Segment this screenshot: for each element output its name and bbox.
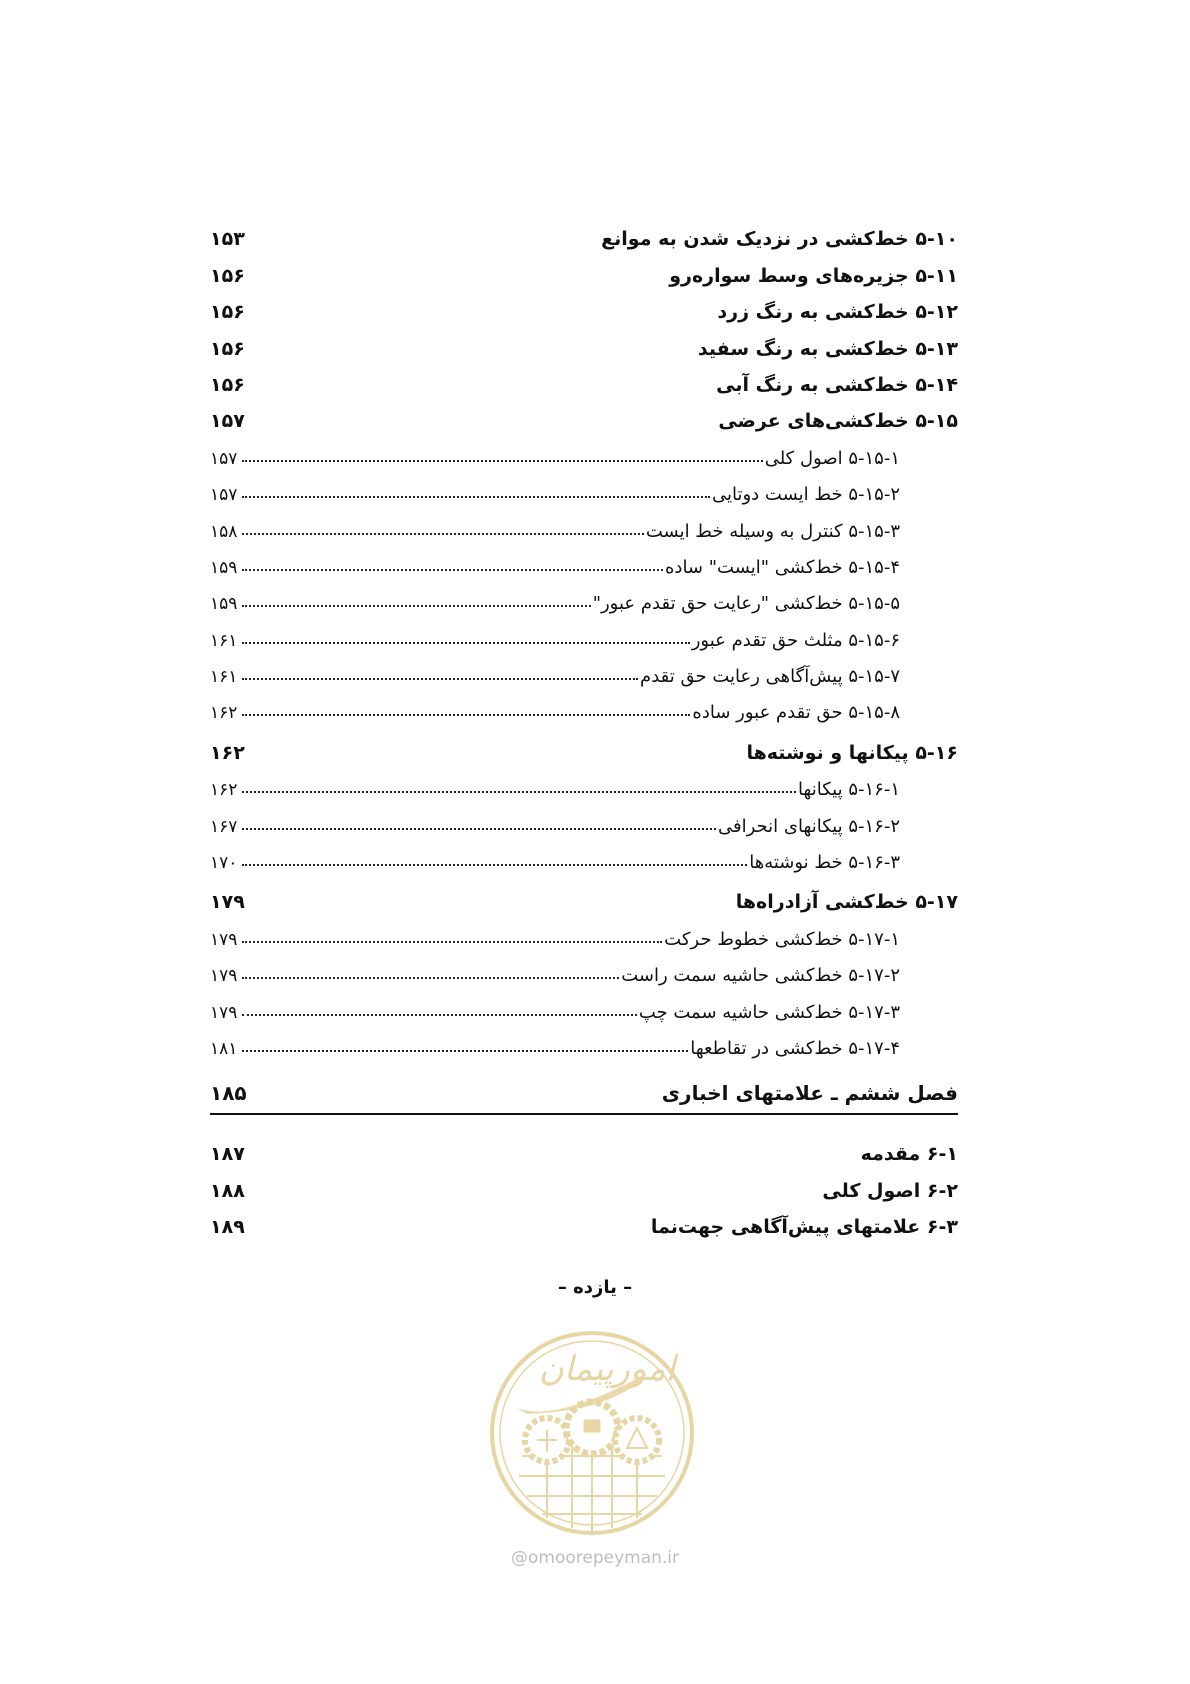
logo-text: امورپیمان <box>538 1349 676 1389</box>
toc-subentry-title: ۵-۱۷-۴ خط‌کشی در تقاطعها <box>690 1037 900 1059</box>
toc-entry-title: ۶-۳ علامتهای پیش‌آگاهی جهت‌نما <box>650 1216 958 1239</box>
toc-subentry[interactable] <box>210 800 958 836</box>
toc-dot-leader <box>242 714 690 716</box>
toc-subentry-title: ۵-۱۷-۳ خط‌کشی حاشیه سمت چپ <box>638 1001 900 1023</box>
toc-subentry-title: ۵-۱۵-۶ مثلث حق تقدم عبور <box>691 629 900 651</box>
toc-subentry-page: ۱۵۹ <box>210 594 238 615</box>
toc-subentry-page: ۱۵۷ <box>210 485 238 506</box>
toc-entry[interactable] <box>210 1202 958 1238</box>
toc-subentry-page: ۱۵۷ <box>210 448 238 469</box>
toc-subentry-title: ۵-۱۶-۳ خط نوشته‌ها <box>749 852 900 874</box>
toc-dot-leader <box>242 864 747 866</box>
toc-entry[interactable] <box>210 323 958 359</box>
toc-subentry[interactable] <box>210 505 958 541</box>
toc-entry[interactable] <box>210 877 958 913</box>
toc-entry[interactable] <box>210 287 958 323</box>
toc-subentry[interactable] <box>210 542 958 578</box>
toc-dot-leader <box>242 977 619 979</box>
toc-entry-page: ۱۸۸ <box>210 1179 245 1202</box>
toc-subentry-title: ۵-۱۵-۱ اصول کلی <box>764 447 900 469</box>
toc-subentry-page: ۱۷۹ <box>210 966 238 987</box>
toc-subentry-page: ۱۸۱ <box>210 1038 238 1059</box>
toc-subentry[interactable] <box>210 687 958 723</box>
watermark-url: @omoorepeyman.ir <box>510 1548 680 1568</box>
toc-entry-title: ۵-۱۷ خط‌کشی آزادراه‌ها <box>735 891 958 914</box>
toc-entry-page: ۱۵۳ <box>210 228 245 251</box>
toc-subentry[interactable] <box>210 432 958 468</box>
toc-subentry[interactable] <box>210 578 958 614</box>
toc-entry[interactable] <box>210 1165 958 1201</box>
toc-subentry-page: ۱۶۱ <box>210 667 238 688</box>
toc-subentry-page: ۱۵۸ <box>210 521 238 542</box>
toc-subentry[interactable] <box>210 913 958 949</box>
toc-subentry-page: ۱۶۲ <box>210 703 238 724</box>
toc-subentry-page: ۱۷۰ <box>210 853 238 874</box>
toc-entry-page: ۱۶۲ <box>210 741 245 764</box>
toc-entry-page: ۱۵۶ <box>210 301 245 324</box>
toc-dot-leader <box>242 533 644 535</box>
toc-entry[interactable] <box>210 396 958 432</box>
toc-subentry-title: ۵-۱۵-۵ خط‌کشی "رعایت حق تقدم عبور" <box>592 593 900 615</box>
toc-entry[interactable] <box>210 727 958 763</box>
toc-subentry[interactable] <box>210 986 958 1022</box>
chapter-page: ۱۸۵ <box>210 1080 247 1105</box>
toc-subentry-page: ۱۶۲ <box>210 780 238 801</box>
toc-subentry-title: ۵-۱۵-۷ پیش‌آگاهی رعایت حق تقدم <box>640 666 900 688</box>
toc-dot-leader <box>242 569 663 571</box>
toc-entry-title: ۵-۱۶ پیکانها و نوشته‌ها <box>746 741 958 764</box>
toc-subentry-title: ۵-۱۶-۱ پیکانها <box>797 779 900 801</box>
page-number-footer: – یازده – <box>557 1277 633 1298</box>
toc-entry-page: ۱۵۶ <box>210 337 245 360</box>
toc-subentry[interactable] <box>210 950 958 986</box>
toc-chapter-heading[interactable] <box>210 1059 958 1115</box>
toc-dot-leader <box>242 460 763 462</box>
toc-subentry[interactable] <box>210 614 958 650</box>
toc-entry[interactable] <box>210 250 958 286</box>
toc-subentry-page: ۱۵۹ <box>210 557 238 578</box>
toc-entry[interactable] <box>210 214 958 250</box>
toc-entry[interactable] <box>210 1129 958 1165</box>
toc-entry-page: ۱۵۶ <box>210 264 245 287</box>
toc-entry-title: ۵-۱۵ خط‌کشی‌های عرضی <box>718 410 958 433</box>
toc-dot-leader <box>242 642 690 644</box>
toc-entry-title: ۵-۱۰ خط‌کشی در نزدیک شدن به موانع <box>601 228 958 251</box>
toc-entry-page: ۱۷۹ <box>210 891 245 914</box>
toc-subentry[interactable] <box>210 469 958 505</box>
toc-subentry-title: ۵-۱۶-۲ پیکانهای انحرافی <box>717 815 900 837</box>
toc-subentry-page: ۱۷۹ <box>210 1002 238 1023</box>
toc-dot-leader <box>242 605 591 607</box>
toc-subentry-title: ۵-۱۵-۴ خط‌کشی "ایست" ساده <box>665 556 900 578</box>
toc-subentry-title: ۵-۱۷-۲ خط‌کشی حاشیه سمت راست <box>621 965 900 987</box>
toc-entry[interactable] <box>210 360 958 396</box>
toc-subentry-page: ۱۶۷ <box>210 816 238 837</box>
toc-subentry[interactable] <box>210 651 958 687</box>
toc-dot-leader <box>242 1014 637 1016</box>
toc-entry-title: ۵-۱۴ خط‌کشی به رنگ آبی <box>716 373 958 396</box>
toc-entry-title: ۶-۱ مقدمه <box>860 1143 958 1166</box>
toc-entry-page: ۱۸۹ <box>210 1216 245 1239</box>
toc-subentry[interactable] <box>210 837 958 873</box>
toc-dot-leader <box>242 941 662 943</box>
table-of-contents <box>210 214 958 1238</box>
toc-entry-title: ۶-۲ اصول کلی <box>822 1179 958 1202</box>
omoorepeyman-logo-icon <box>487 1328 697 1538</box>
toc-subentry-title: ۵-۱۵-۳ کنترل به وسیله خط ایست <box>645 520 900 542</box>
toc-dot-leader <box>242 791 796 793</box>
toc-entry-page: ۱۸۷ <box>210 1143 245 1166</box>
toc-entry-page: ۱۵۶ <box>210 373 245 396</box>
toc-entry-title: ۵-۱۲ خط‌کشی به رنگ زرد <box>717 301 958 324</box>
chapter-title: فصل ششم ـ علامتهای اخباری <box>661 1080 958 1105</box>
toc-subentry[interactable] <box>210 764 958 800</box>
toc-entry-page: ۱۵۷ <box>210 410 245 433</box>
toc-entry-title: ۵-۱۱ جزیره‌های وسط سواره‌رو <box>669 264 958 287</box>
toc-dot-leader <box>242 496 710 498</box>
toc-subentry-title: ۵-۱۷-۱ خط‌کشی خطوط حرکت <box>664 928 900 950</box>
toc-dot-leader <box>242 678 638 680</box>
toc-subentry[interactable] <box>210 1023 958 1059</box>
toc-entry-title: ۵-۱۳ خط‌کشی به رنگ سفید <box>697 337 958 360</box>
toc-dot-leader <box>242 1050 688 1052</box>
toc-subentry-page: ۱۷۹ <box>210 929 238 950</box>
toc-dot-leader <box>242 828 716 830</box>
toc-subentry-page: ۱۶۱ <box>210 630 238 651</box>
toc-subentry-title: ۵-۱۵-۲ خط ایست دوتایی <box>711 484 900 506</box>
toc-subentry-title: ۵-۱۵-۸ حق تقدم عبور ساده <box>692 702 900 724</box>
